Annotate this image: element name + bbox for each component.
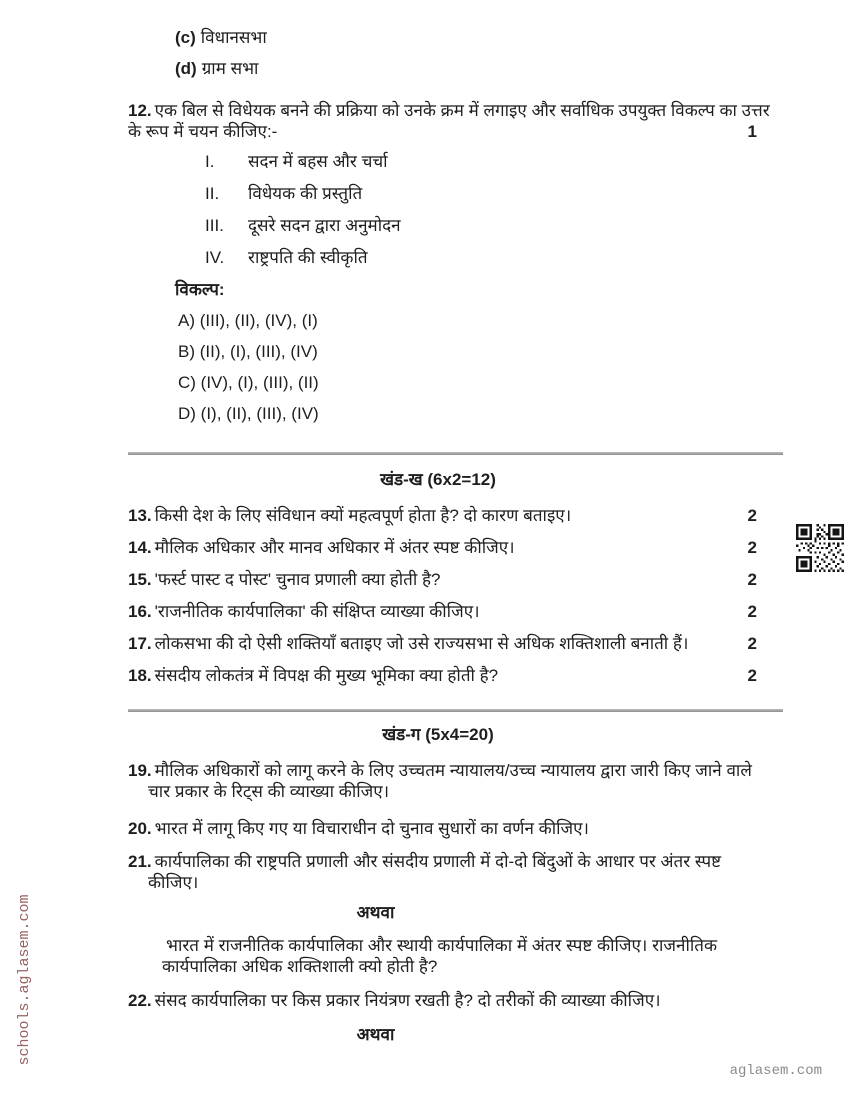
step-text: विधेयक की प्रस्तुति [248,184,363,203]
question-16-marks: 2 [747,602,757,621]
answer-option-c: C) (IV), (I), (III), (II) [178,373,319,392]
question-13-marks: 2 [747,506,757,525]
question-17-text: 17. लोकसभा की दो ऐसी शक्तियाँ बताइए जो उसे राज्यसभा से अधिक शक्तिशाली बनाती हैं। [128,634,689,653]
options-heading: विकल्प: [175,280,225,299]
question-14-text: 14. मौलिक अधिकार और मानव अधिकार में अंतर स्पष्ट कीजिए। [128,538,515,557]
step-numeral: IV. [205,248,225,267]
step-text: सदन में बहस और चर्चा [248,152,388,171]
question-20-text: भारत में लागू किए गए या विचाराधीन दो चुनाव सुधारों का वर्णन कीजिए। [154,819,589,838]
question-12-number: 12. [128,101,152,120]
question-15 [128,570,783,590]
question-16 [128,602,783,622]
section-divider [128,709,783,712]
paper-content-column [128,0,783,1045]
question-16-text: 16. 'राजनीतिक कार्यपालिका' की संक्षिप्त व्याख्या कीजिए। [128,602,480,621]
section-c-heading: खंड-ग (5x4=20) [382,725,494,744]
question-18-marks: 2 [747,666,757,685]
question-12-marks: 1 [747,122,757,141]
answer-option-d: D) (I), (II), (III), (IV) [178,404,319,423]
question-12-steps [128,152,783,268]
question-21 [128,851,776,893]
question-20 [128,818,776,839]
question-14 [128,538,783,558]
question-20-number: 20. [128,819,152,838]
step-item [205,216,783,236]
question-18-number: 18. [128,666,152,685]
question-22 [128,990,776,1011]
question-21-number: 21. [128,852,152,871]
question-15-marks: 2 [747,570,757,589]
mcq-option-d [175,59,783,79]
answer-option-a: A) (III), (II), (IV), (I) [178,311,318,330]
mcq-option-d-label: (d) [175,59,197,78]
or-separator-label: अथवा [356,1025,395,1044]
question-18-text: 18. संसदीय लोकतंत्र में विपक्ष की मुख्य भूमिका क्या होती है? [128,666,499,685]
question-15-number: 15. [128,570,152,589]
question-22-number: 22. [128,991,152,1010]
question-22-text: संसद कार्यपालिका पर किस प्रकार नियंत्रण रखती है? दो तरीकों की व्याख्या कीजिए। [154,991,661,1010]
question-16-number: 16. [128,602,152,621]
or-separator-label: अथवा [356,903,395,922]
mcq-option-c [175,28,783,48]
answer-option-b: B) (II), (I), (III), (IV) [178,342,318,361]
step-numeral: III. [205,216,224,235]
footer-brand-text: aglasem.com [729,1063,822,1079]
question-15-text: 15. 'फर्स्ट पास्ट द पोस्ट' चुनाव प्रणाली क्या होती है? [128,570,441,589]
question-14-marks: 2 [747,538,757,557]
mcq-option-c-text: विधानसभा [200,28,267,47]
section-b-heading: खंड-ख (6x2=12) [380,470,496,489]
section-divider [128,452,783,455]
question-13 [128,506,783,526]
mcq-option-c-label: (c) [175,28,196,47]
qr-code-icon [796,524,844,572]
question-17 [128,634,783,654]
question-13-text: 13. किसी देश के लिए संविधान क्यों महत्वपूर्ण होता है? दो कारण बताइए। [128,506,572,525]
left-watermark-text: schools.aglasem.com [16,894,33,1066]
step-text: राष्ट्रपति की स्वीकृति [248,248,368,267]
question-12-text: एक बिल से विधेयक बनने की प्रक्रिया को उनके क्रम में लगाइए और सर्वाधिक उपयुक्त विकल्प का उत्तर के रूप में चयन कीजिए:- [128,101,770,141]
mcq-option-d-text: ग्राम सभा [201,59,259,78]
question-19-number: 19. [128,761,152,780]
question-19 [128,760,776,802]
question-13-number: 13. [128,506,152,525]
question-18 [128,666,783,686]
question-17-marks: 2 [747,634,757,653]
question-19-text: मौलिक अधिकारों को लागू करने के लिए उच्चतम न्यायालय/उच्च न्यायालय द्वारा जारी किए जाने वाले चार प्रकार के रिट्स की व्याख्या कीजिए। [148,761,752,801]
step-text: दूसरे सदन द्वारा अनुमोदन [248,216,401,235]
question-21-text: कार्यपालिका की राष्ट्रपति प्रणाली और संसदीय प्रणाली में दो-दो बिंदुओं के आधार पर अंतर स्पष्ट कीजिए। [148,852,722,892]
question-14-number: 14. [128,538,152,557]
step-numeral: I. [205,152,215,171]
question-21-alternative-text: भारत में राजनीतिक कार्यपालिका और स्थायी कार्यपालिका में अंतर स्पष्ट कीजिए। राजनीतिक कार्यपालिका अधिक शक्तिशाली क्यो होती है? [162,936,718,976]
question-17-number: 17. [128,634,152,653]
step-item [205,184,783,204]
step-item [205,152,783,172]
step-item [205,248,783,268]
question-12 [128,100,783,142]
step-numeral: II. [205,184,220,203]
